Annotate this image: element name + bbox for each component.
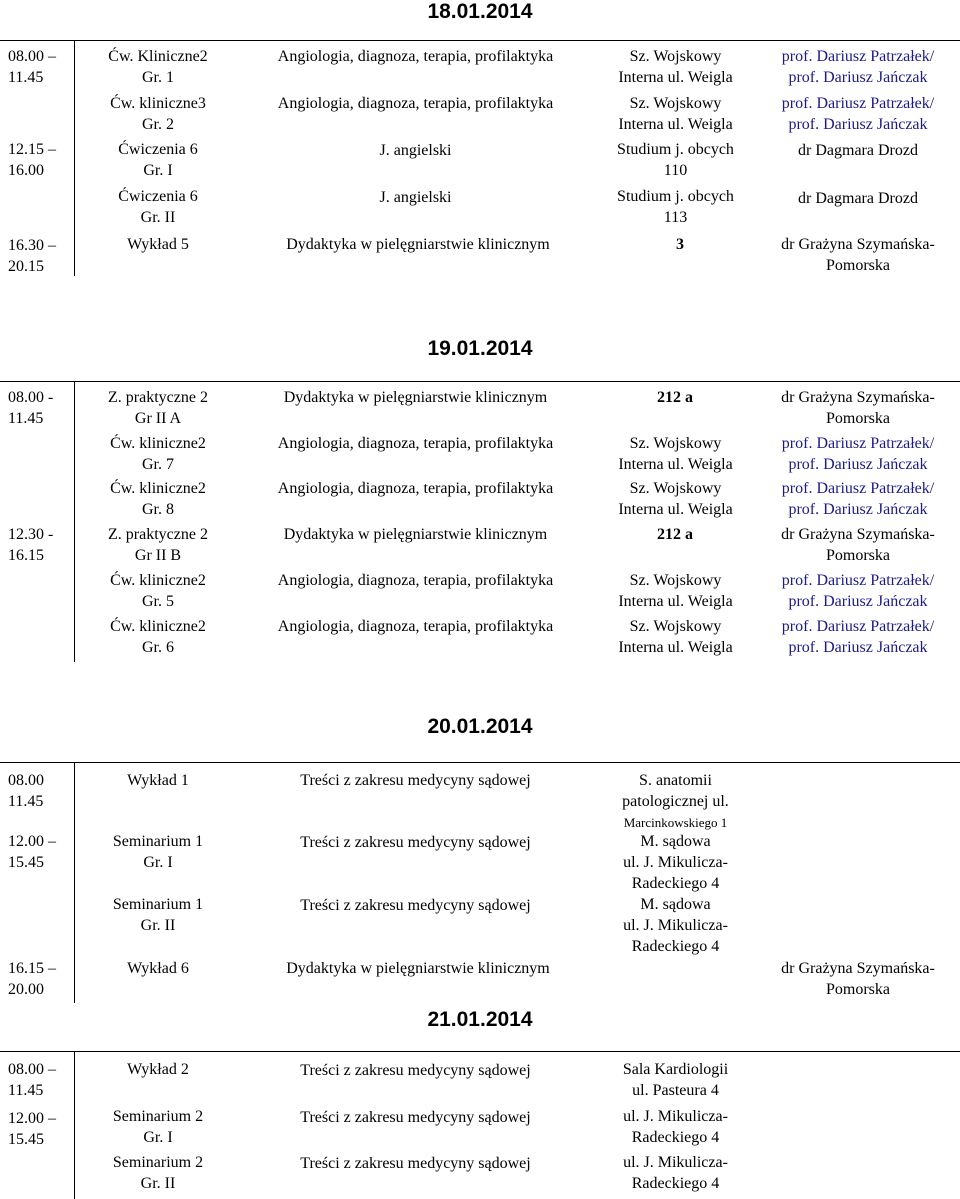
group-cell: Z. praktyczne 2 Gr II B [108,526,208,564]
schedule-table [0,762,960,1003]
time-slot: 12.15 – 16.00 [8,141,56,179]
schedule-table [0,381,960,662]
schedule-table [0,40,960,276]
time-slot: 08.00 – 11.45 [8,48,56,86]
time-slot: 12.00 – 15.45 [8,1110,56,1148]
teacher-cell: dr Grażyna Szymańska- Pomorska [781,526,935,564]
subject-cell: Angiologia, diagnoza, terapia, profilaktyka [277,95,554,112]
group-cell: Ćwiczenia 6 Gr. II [118,188,198,226]
group-cell: Seminarium 2 Gr. I [112,1108,204,1146]
room-cell: M. sądowa ul. J. Mikulicza- Radeckiego 4 [623,896,728,955]
date-heading: 18.01.2014 [427,0,533,23]
group-cell: Ćw. Kliniczne2 Gr. 1 [108,48,208,86]
subject-cell: Dydaktyka w pielęgniarstwie klinicznym [283,389,548,406]
teacher-cell: prof. Dariusz Patrzałek/ prof. Dariusz Jańczak [781,480,935,518]
subject-cell: Treści z zakresu medycyny sądowej [300,1109,531,1126]
time-slot: 08.00 11.45 [8,772,44,810]
teacher-cell: dr Grażyna Szymańska- Pomorska [781,236,935,274]
room-cell: M. sądowa ul. J. Mikulicza- Radeckiego 4 [623,833,728,892]
subject-cell: Angiologia, diagnoza, terapia, profilaktyka [277,480,554,497]
room-cell: Sz. Wojskowy Interna ul. Weigla [618,618,733,656]
group-cell: Ćwiczenia 6 Gr. I [118,141,198,179]
room-cell: 212 a [657,526,693,543]
group-cell: Wykład 6 [127,960,189,977]
room-cell: ul. J. Mikulicza- Radeckiego 4 [623,1154,728,1192]
time-slot: 16.30 – 20.15 [8,237,56,275]
group-cell: Ćw. kliniczne2 Gr. 6 [110,618,206,656]
subject-cell: J. angielski [379,189,452,206]
subject-cell: J. angielski [379,142,452,159]
teacher-cell: dr Grażyna Szymańska- Pomorska [781,389,935,427]
teacher-cell: dr Dagmara Drozd [798,142,918,159]
group-cell: Ćw. kliniczne2 Gr. 5 [110,572,206,610]
room-cell: Sala Kardiologii ul. Pasteura 4 [622,1061,729,1099]
subject-cell: Dydaktyka w pielęgniarstwie klinicznym [286,960,550,977]
date-heading: 21.01.2014 [427,1008,533,1031]
subject-cell: Angiologia, diagnoza, terapia, profilaktyka [277,435,554,452]
date-heading: 20.01.2014 [427,715,533,738]
room-cell: Sz. Wojskowy Interna ul. Weigla [618,572,733,610]
time-slot: 08.00 - 11.45 [8,389,54,427]
group-cell: Z. praktyczne 2 Gr II A [108,389,208,427]
room-cell: 3 [676,236,684,253]
group-cell: Seminarium 2 Gr. II [112,1154,204,1192]
teacher-cell: dr Dagmara Drozd [798,190,918,207]
subject-cell: Dydaktyka w pielęgniarstwie klinicznym [283,526,548,543]
teacher-cell: prof. Dariusz Patrzałek/ prof. Dariusz Jańczak [781,618,935,656]
date-heading: 19.01.2014 [427,337,533,360]
room-cell: Sz. Wojskowy Interna ul. Weigla [618,95,733,133]
subject-cell: Dydaktyka w pielęgniarstwie klinicznym [286,236,550,253]
schedule-table [0,1051,960,1199]
subject-cell: Treści z zakresu medycyny sądowej [300,1155,531,1172]
teacher-cell: prof. Dariusz Patrzałek/ prof. Dariusz Jańczak [781,572,935,610]
subject-cell: Treści z zakresu medycyny sądowej [300,897,531,914]
teacher-cell: prof. Dariusz Patrzałek/ prof. Dariusz Jańczak [781,48,935,86]
time-slot: 16.15 – 20.00 [8,960,56,998]
room-cell: Sz. Wojskowy Interna ul. Weigla [618,48,733,86]
subject-cell: Treści z zakresu medycyny sądowej [300,834,531,851]
room-cell: Studium j. obcych 110 [617,141,734,179]
room-cell: 212 a [657,389,693,406]
subject-cell: Angiologia, diagnoza, terapia, profilaktyka [277,572,554,589]
group-cell: Ćw. kliniczne2 Gr. 8 [110,480,206,518]
teacher-cell: prof. Dariusz Patrzałek/ prof. Dariusz Jańczak [781,435,935,473]
subject-cell: Angiologia, diagnoza, terapia, profilaktyka [277,618,554,635]
group-cell: Ćw. kliniczne3 Gr. 2 [110,95,206,133]
subject-cell: Treści z zakresu medycyny sądowej [300,772,531,789]
teacher-cell: dr Grażyna Szymańska- Pomorska [781,960,935,998]
group-cell: Wykład 1 [127,772,189,789]
group-cell: Seminarium 1 Gr. II [112,896,204,934]
time-slot: 12.30 - 16.15 [8,526,54,564]
group-cell: Wykład 5 [127,236,189,253]
teacher-cell: prof. Dariusz Patrzałek/ prof. Dariusz Jańczak [781,95,935,133]
group-cell: Seminarium 1 Gr. I [112,833,204,871]
room-cell: S. anatomii patologicznej ul. Marcinkowskiego 1 [622,772,729,830]
group-cell: Wykład 2 [127,1061,189,1078]
room-cell: Studium j. obcych 113 [617,188,734,226]
room-cell: Sz. Wojskowy Interna ul. Weigla [618,480,733,518]
subject-cell: Treści z zakresu medycyny sądowej [300,1062,531,1079]
time-slot: 12.00 – 15.45 [8,833,56,871]
room-cell: Sz. Wojskowy Interna ul. Weigla [618,435,733,473]
time-slot: 08.00 – 11.45 [8,1061,56,1099]
group-cell: Ćw. kliniczne2 Gr. 7 [110,435,206,473]
subject-cell: Angiologia, diagnoza, terapia, profilaktyka [277,48,554,65]
room-cell: ul. J. Mikulicza- Radeckiego 4 [623,1108,728,1146]
